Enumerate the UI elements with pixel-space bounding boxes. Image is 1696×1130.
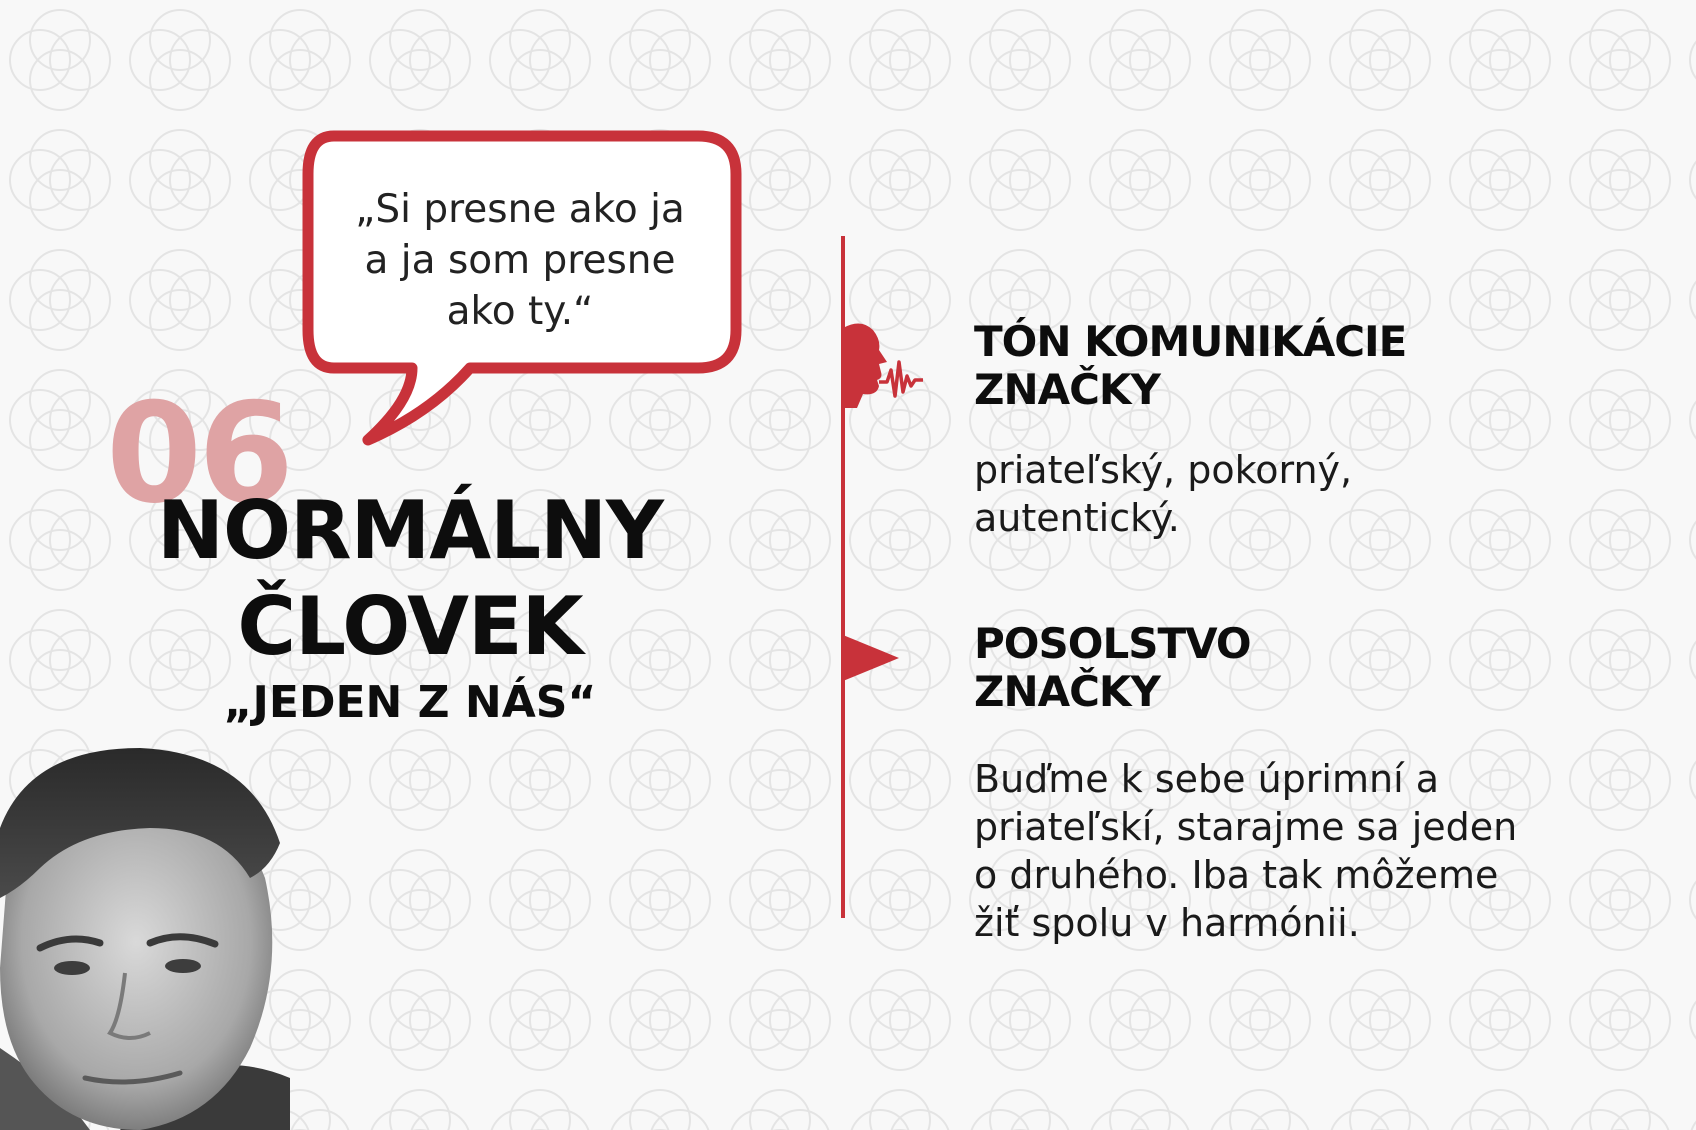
speaking-head-icon xyxy=(843,322,923,408)
body-line: Buďme k sebe úprimní a xyxy=(974,757,1439,801)
quote-text xyxy=(336,184,704,337)
body-line: o druhého. Iba tak môžeme xyxy=(974,853,1499,897)
message-body xyxy=(974,755,1517,947)
section-number: 06 xyxy=(106,373,291,534)
quote-line: ako ty.“ xyxy=(446,289,594,334)
portrait-photo xyxy=(0,748,290,1130)
page-title xyxy=(120,483,700,675)
heading-line: ZNAČKY xyxy=(974,365,1160,414)
heading-line: POSOLSTVO xyxy=(974,619,1251,668)
body-line: priateľský, pokorný, xyxy=(974,448,1353,492)
tone-heading xyxy=(974,318,1406,414)
body-line: autentický. xyxy=(974,496,1180,540)
quote-line: a ja som presne xyxy=(364,238,676,283)
page-subtitle: „JEDEN Z NÁS“ xyxy=(223,677,597,728)
tone-body xyxy=(974,446,1352,542)
message-heading xyxy=(974,620,1251,716)
title-line: ČLOVEK xyxy=(237,580,583,673)
body-line: priateľskí, starajme sa jeden xyxy=(974,805,1518,849)
flag-icon xyxy=(843,633,899,683)
title-line: NORMÁLNY xyxy=(157,484,663,577)
heading-line: TÓN KOMUNIKÁCIE xyxy=(974,317,1407,366)
body-line: žiť spolu v harmónii. xyxy=(974,901,1360,945)
quote-line: „Si presne ako ja xyxy=(355,187,685,232)
heading-line: ZNAČKY xyxy=(974,667,1160,716)
